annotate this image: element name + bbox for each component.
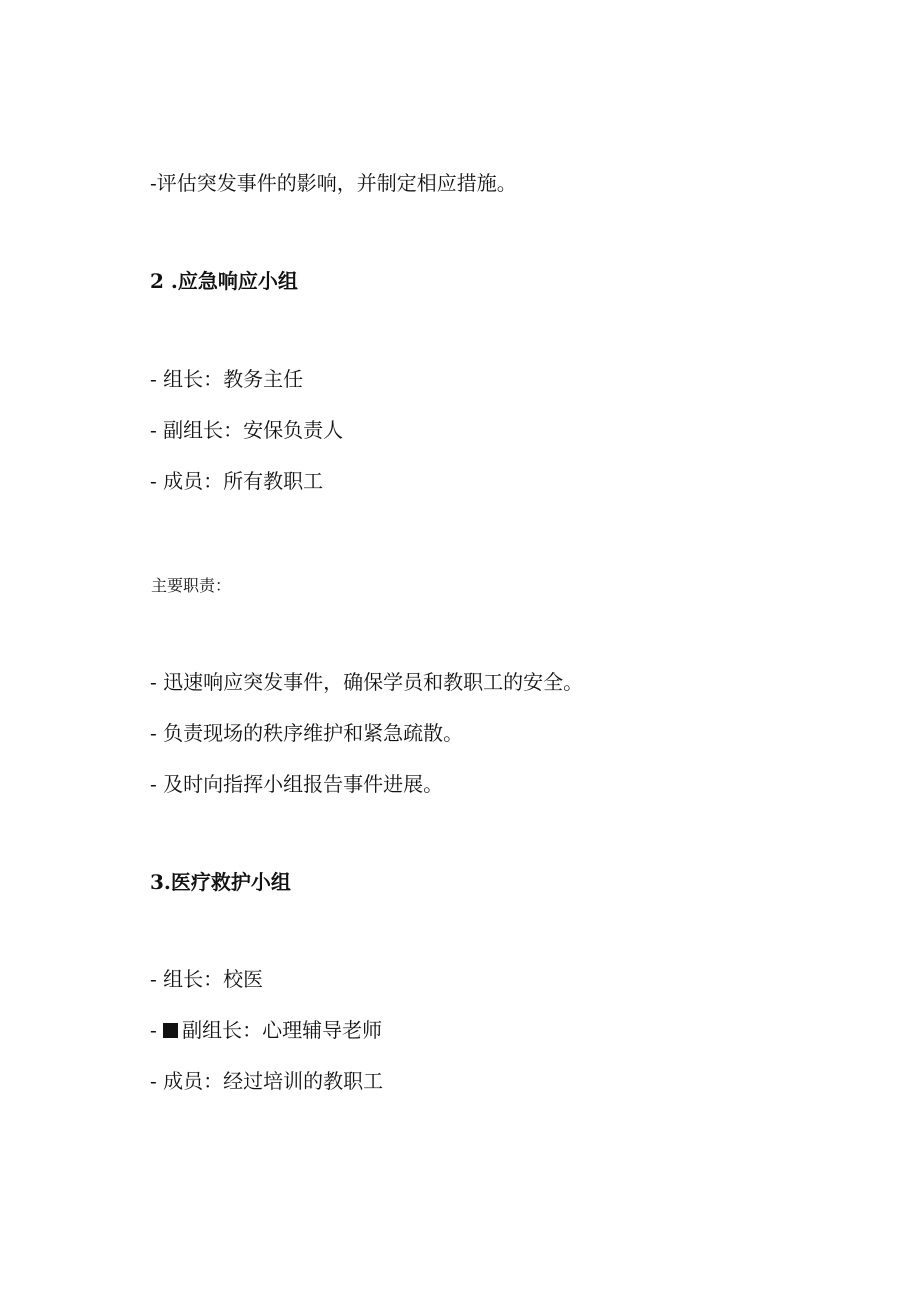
black-square-icon	[163, 1023, 178, 1038]
intro-line: -评估突发事件的影响，并制定相应措施。	[150, 171, 517, 195]
duty-item-2: - 负责现场的秩序维护和紧急疏散。	[150, 721, 464, 745]
duties-label: 主要职责：	[151, 576, 232, 595]
section-2-heading: 2 .应急响应小组	[150, 269, 298, 293]
section-3-member-deputy-text: 副组长：心理辅导老师	[182, 1018, 383, 1042]
section-3-member-leader: - 组长：校医	[150, 967, 264, 991]
section-3-member-staff: - 成员：经过培训的教职工	[150, 1069, 384, 1093]
section-2-member-staff: - 成员：所有教职工	[150, 469, 324, 493]
duty-item-3: - 及时向指挥小组报告事件进展。	[150, 772, 444, 796]
section-2-member-deputy: - 副组长：安保负责人	[150, 418, 344, 442]
section-3-heading: 3.医疗救护小组	[150, 870, 291, 894]
section-2-member-leader: - 组长：教务主任	[150, 367, 304, 391]
section-3-member-deputy	[150, 1016, 382, 1044]
dash-prefix: -	[150, 1018, 164, 1042]
duty-item-1: - 迅速响应突发事件，确保学员和教职工的安全。	[150, 670, 584, 694]
